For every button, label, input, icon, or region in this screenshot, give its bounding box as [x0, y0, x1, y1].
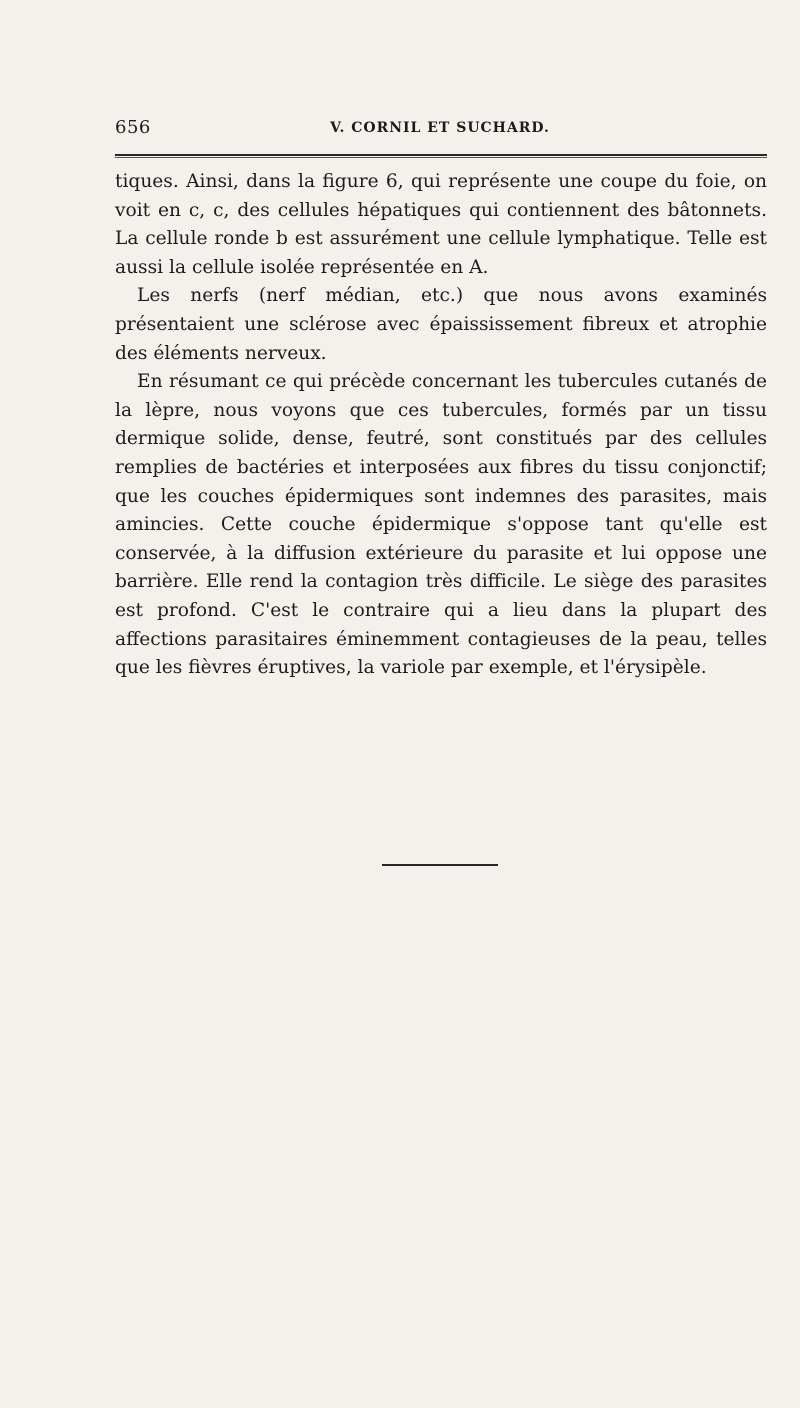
paragraph-summary: En résumant ce qui précède concernant les tubercules cutanés de la lèpre, nous voyons que ces tubercules, formés par un tissu dermique solide, dense, feutré, sont constitués par des cellules remplies de bactéries et interposées aux fibres du tissu conjonctif; que les couches épidermiques sont indemnes des parasites, mais amincies. Cette couche épidermique s'oppose tant qu'elle est conservée, à la diffusion extérieure du parasite et lui oppose une barrière. Elle rend la contagion très difficile. Le siège des parasites est profond. C'est le contraire qui a lieu dans la plupart des affections parasitaires éminemment contagieuses de la peau, telles que les fièvres éruptives, la variole par exemple, et l'érysipèle.: [115, 371, 767, 679]
header-rule: [115, 154, 767, 158]
paragraph-nerves: Les nerfs (nerf médian, etc.) que nous avons examinés présentaient une sclérose avec épaississement fibreux et atrophie des éléments nerveux.: [115, 285, 767, 364]
page-header: [115, 117, 765, 143]
paragraph-continuation: tiques. Ainsi, dans la figure 6, qui représente une coupe du foie, on voit en c, c, des cellules hépatiques qui contiennent des bâtonnets. La cellule ronde b est assurément une cellule lymphatique. Telle est aussi la cellule isolée représentée en A.: [115, 171, 767, 278]
running-title: V. CORNIL ET SUCHARD.: [330, 120, 550, 136]
end-rule: [382, 864, 498, 866]
page-number: 656: [115, 117, 151, 138]
body-text: [115, 168, 767, 683]
